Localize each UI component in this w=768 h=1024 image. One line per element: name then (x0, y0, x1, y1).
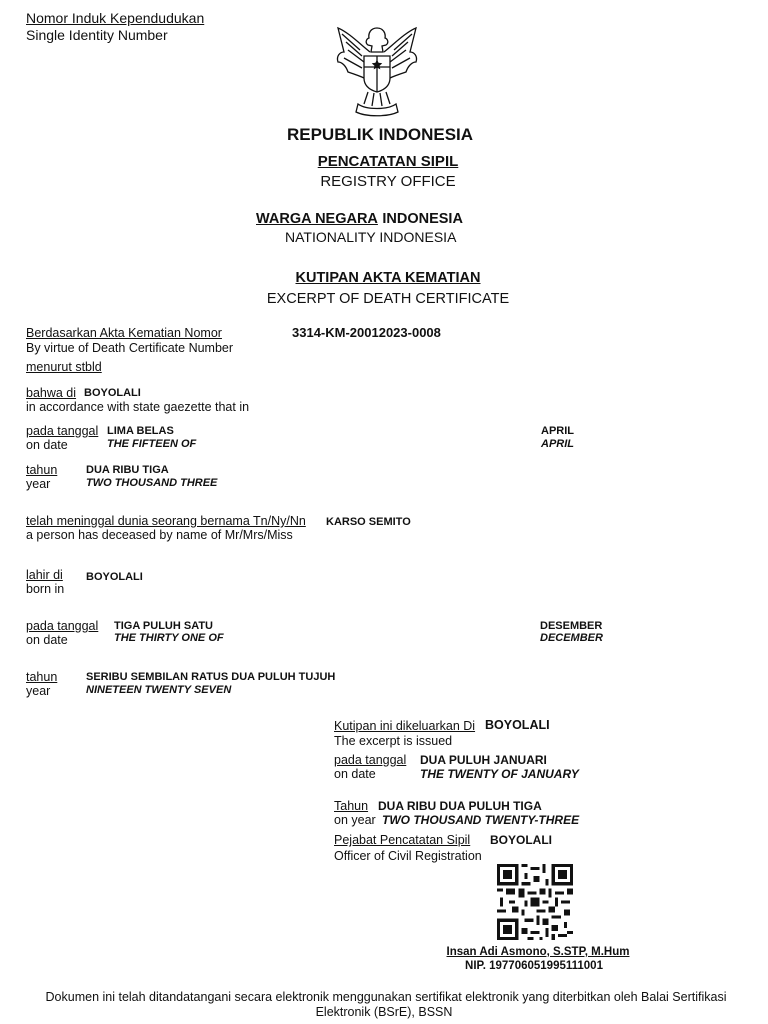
footer-line-2: Elektronik (BSrE), BSSN (315, 1005, 453, 1019)
person-name-label: telah meninggal dunia seorang bernama Tn/Ny/Nn (26, 514, 306, 528)
issue-place-label-en: The excerpt is issued (334, 734, 453, 748)
death-year-label-en: year (26, 477, 51, 491)
nationality-line (256, 210, 463, 228)
nik-label: Nomor Induk Kependudukan (26, 10, 205, 26)
death-place: BOYOLALI (84, 387, 141, 399)
issue-date-en: THE TWENTY OF JANUARY (420, 767, 579, 781)
death-day-en: THE FIFTEEN OF (107, 438, 197, 450)
issue-year: DUA RIBU DUA PULUH TIGA (378, 799, 542, 813)
office-title: PENCATATAN SIPIL (317, 153, 459, 170)
person-name: KARSO SEMITO (326, 516, 411, 528)
document-title: KUTIPAN AKTA KEMATIAN (295, 270, 481, 286)
birth-day-en: THE THIRTY ONE OF (114, 632, 224, 644)
issue-year-label-en: on year (334, 813, 376, 827)
birth-day: TIGA PULUH SATU (114, 620, 213, 632)
death-year-label: tahun (26, 463, 58, 477)
death-place-label: bahwa di (26, 386, 77, 400)
officer-place: BOYOLALI (490, 833, 552, 847)
birth-year-label: tahun (26, 670, 58, 684)
issue-year-label: Tahun (334, 799, 369, 813)
nationality-b: INDONESIA (382, 211, 463, 227)
signatory-nip: NIP. 197706051995111001 (465, 960, 603, 972)
officer-label: Pejabat Pencatatan Sipil (334, 833, 471, 847)
birth-year-en: NINETEEN TWENTY SEVEN (86, 684, 232, 696)
nik-label-en: Single Identity Number (26, 27, 168, 43)
document-title-en: EXCERPT OF DEATH CERTIFICATE (266, 291, 510, 307)
stbld-label: menurut stbld (26, 360, 102, 374)
birth-year-label-en: year (26, 684, 51, 698)
birth-date-label-en: on date (26, 633, 68, 647)
birth-place: BOYOLALI (86, 571, 143, 583)
death-date-label: pada tanggal (26, 424, 99, 438)
issue-place: BOYOLALI (485, 718, 550, 732)
person-name-label-en: a person has deceased by name of Mr/Mrs/Miss (26, 528, 293, 542)
footer-line-1: Dokumen ini telah ditandatangani secara elektronik menggunakan sertifikat elektronik yang diterbitkan oleh Balai Sertifikasi (45, 990, 727, 1004)
country-title: REPUBLIK INDONESIA (286, 125, 474, 144)
death-place-label-en: in accordance with state gaezette that in (26, 400, 250, 414)
office-title-en: REGISTRY OFFICE (320, 173, 456, 190)
death-month-en: APRIL (541, 438, 574, 450)
birth-place-label: lahir di (26, 568, 63, 582)
issue-date: DUA PULUH JANUARI (420, 753, 547, 767)
cert-number: 3314-KM-20012023-0008 (292, 325, 441, 340)
officer-label-en: Officer of Civil Registration (334, 849, 482, 863)
cert-number-label-en: By virtue of Death Certificate Number (26, 341, 234, 355)
birth-year: SERIBU SEMBILAN RATUS DUA PULUH TUJUH (86, 671, 336, 683)
birth-month: DESEMBER (540, 620, 603, 632)
nationality-a: WARGA NEGARA (256, 211, 378, 227)
birth-date-label: pada tanggal (26, 619, 99, 633)
death-day: LIMA BELAS (107, 425, 174, 437)
issue-date-label-en: on date (334, 767, 376, 781)
qr-code-icon (497, 864, 573, 940)
signatory-name: Insan Adi Asmono, S.STP, M.Hum (446, 946, 630, 958)
issue-year-en: TWO THOUSAND TWENTY-THREE (382, 813, 580, 827)
death-year: DUA RIBU TIGA (86, 464, 169, 476)
cert-number-label: Berdasarkan Akta Kematian Nomor (26, 326, 222, 340)
birth-place-label-en: born in (26, 582, 65, 596)
garuda-emblem-icon (330, 22, 424, 118)
death-month: APRIL (541, 425, 574, 437)
birth-month-en: DECEMBER (540, 632, 603, 644)
death-date-label-en: on date (26, 438, 68, 452)
issue-date-label: pada tanggal (334, 753, 407, 767)
issue-place-label: Kutipan ini dikeluarkan Di (334, 719, 476, 733)
nationality-en: NATIONALITY INDONESIA (285, 229, 457, 245)
death-year-en: TWO THOUSAND THREE (86, 477, 218, 489)
